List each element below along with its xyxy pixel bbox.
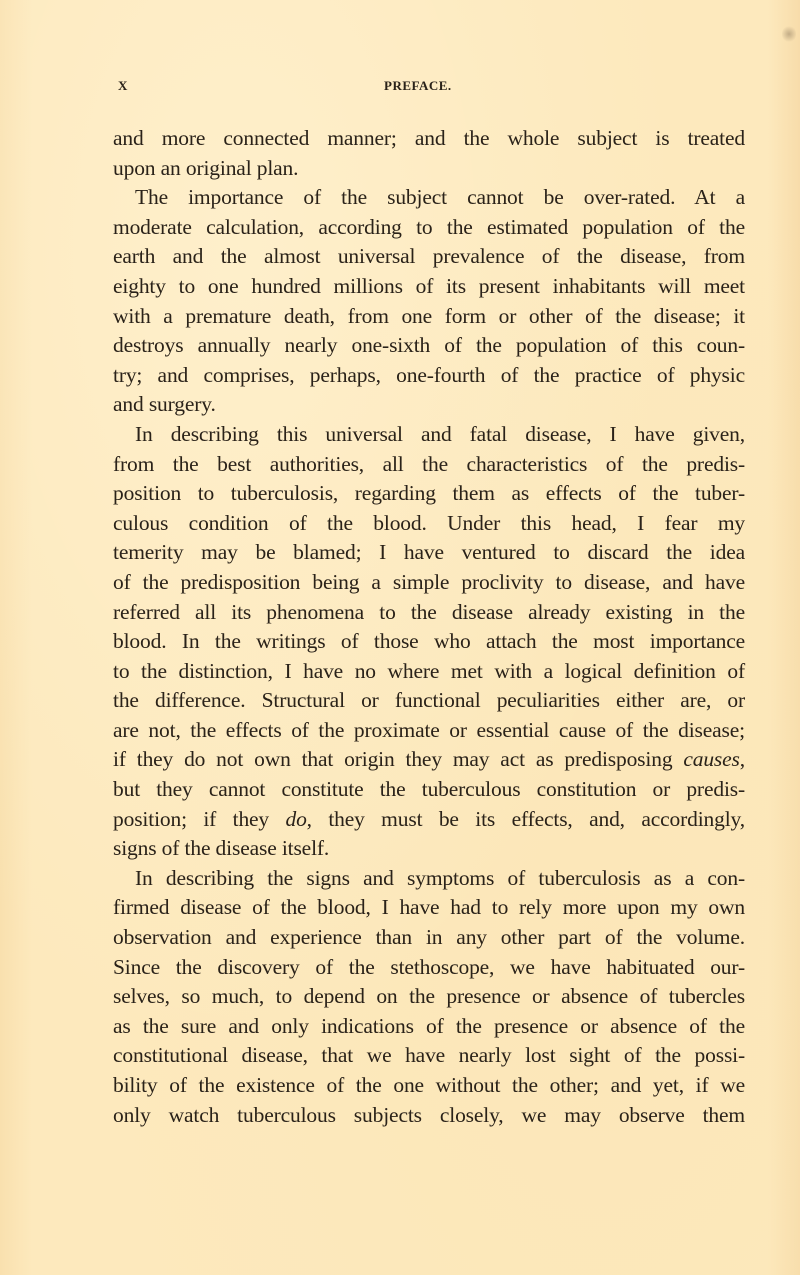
text-line: In describing this universal and fatal disease, I have given, (135, 421, 745, 446)
text-line: blood. In the writings of those who attach the most importance (113, 629, 745, 654)
text-line: signs of the disease itself. (113, 836, 330, 861)
text-line: Since the discovery of the stethoscope, we have habituated our- (113, 954, 745, 979)
text-line: position to tuberculosis, regarding them as effects of the tuber- (113, 481, 745, 506)
text-line: referred all its phenomena to the disease already existing in the (113, 599, 745, 624)
paper-blemish (782, 25, 796, 43)
text-run: , (739, 747, 745, 772)
text-line: from the best authorities, all the characteristics of the predis- (113, 451, 745, 476)
text-line (113, 745, 745, 775)
text-line: only watch tuberculous subjects closely, we may observe them (113, 1102, 745, 1127)
text-line: to the distinction, I have no where met with a logical definition of (113, 658, 745, 683)
text-line: constitutional disease, that we have nearly lost sight of the possi- (113, 1043, 745, 1068)
text-line: eighty to one hundred millions of its present inhabitants will meet (113, 273, 745, 298)
text-line: moderate calculation, according to the estimated population of the (113, 214, 745, 239)
text-line: culous condition of the blood. Under this head, I fear my (113, 510, 745, 535)
text-line: of the predisposition being a simple proclivity to disease, and have (113, 569, 745, 594)
text-line: with a premature death, from one form or other of the disease; it (113, 303, 745, 328)
running-head-title: PREFACE. (384, 78, 452, 93)
text-line: observation and experience than in any other part of the volume. (113, 925, 745, 950)
text-line: selves, so much, to depend on the presence or absence of tubercles (113, 984, 745, 1009)
text-line: destroys annually nearly one-sixth of the population of this coun- (113, 333, 745, 358)
text-line: but they cannot constitute the tuberculous constitution or predis- (113, 777, 745, 802)
text-line: and more connected manner; and the whole subject is treated (113, 126, 745, 150)
text-line: try; and comprises, perhaps, one-fourth of the practice of physic (113, 362, 745, 387)
italic-word: do (285, 806, 307, 831)
text-line: and surgery. (113, 392, 216, 417)
text-line: are not, the effects of the proximate or essential cause of the disease; (113, 717, 745, 742)
page-number: X (118, 78, 128, 93)
body-text (113, 124, 745, 1130)
text-run: if they do not own that origin they may act as predisposing (113, 747, 684, 772)
text-line: the difference. Structural or functional peculiarities either are, or (113, 688, 745, 713)
text-line: firmed disease of the blood, I have had to rely more upon my own (113, 895, 745, 920)
text-line: temerity may be blamed; I have ventured to discard the idea (113, 540, 745, 565)
text-line: earth and the almost universal prevalence of the disease, from (113, 244, 745, 269)
text-line: upon an original plan. (113, 155, 299, 180)
text-line (113, 805, 745, 835)
text-run: , they must be its effects, and, accordingly, (306, 806, 745, 831)
text-line: In describing the signs and symptoms of tuberculosis as a con- (135, 865, 745, 890)
italic-word: causes (683, 747, 740, 772)
running-head (0, 78, 800, 98)
text-line: as the sure and only indications of the presence or absence of the (113, 1013, 745, 1038)
text-line: The importance of the subject cannot be over-rated. At a (135, 185, 745, 210)
text-line: bility of the existence of the one without the other; and yet, if we (113, 1073, 745, 1097)
text-run: position; if they (113, 806, 286, 831)
